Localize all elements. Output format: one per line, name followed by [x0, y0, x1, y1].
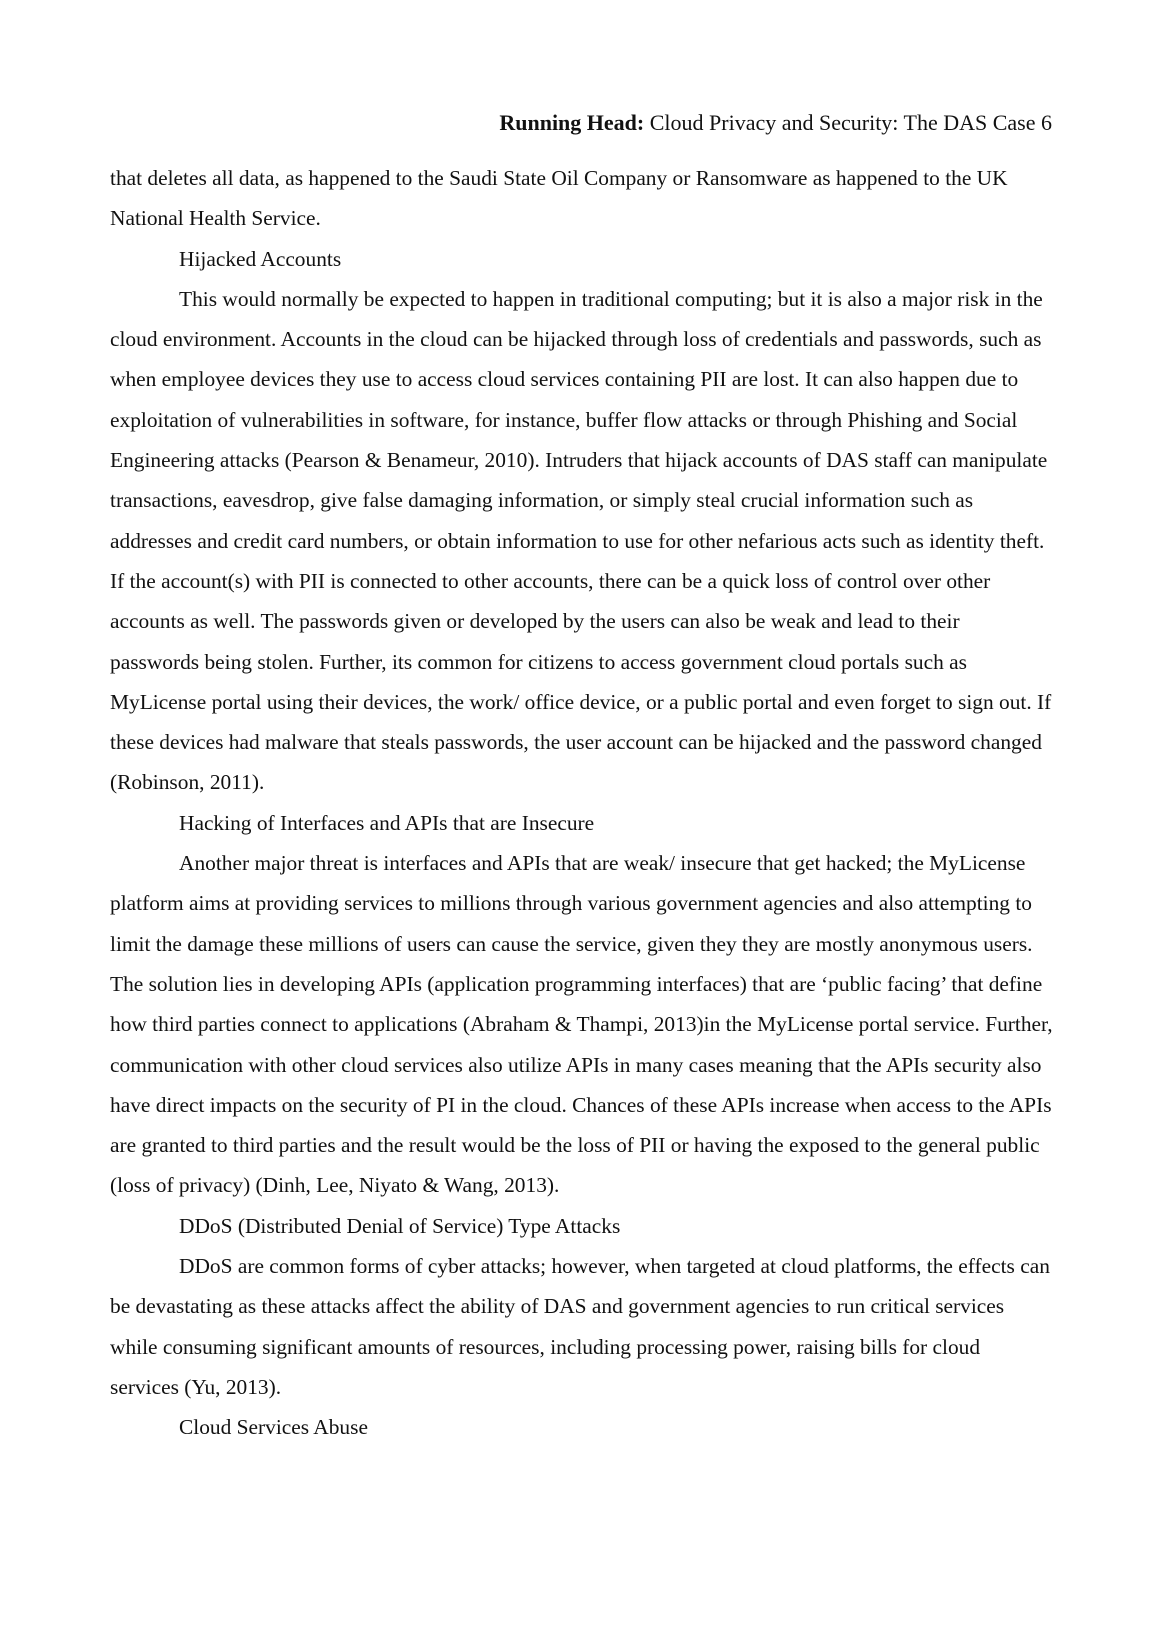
running-head-title: Cloud Privacy and Security: The DAS Case [649, 110, 1036, 135]
paragraph-continuation: that deletes all data, as happened to the Saudi State Oil Company or Ransomware as happened to the UK National Health Service. [110, 166, 1008, 231]
section-heading-ddos: DDoS (Distributed Denial of Service) Type Attacks [179, 1213, 621, 1238]
running-head [499, 108, 1052, 138]
running-head-label: Running Head: [499, 110, 645, 135]
section-heading-insecure-apis: Hacking of Interfaces and APIs that are Insecure [179, 810, 595, 835]
section-heading-hijacked-accounts: Hijacked Accounts [179, 246, 342, 271]
paragraph-ddos: DDoS are common forms of cyber attacks; however, when targeted at cloud platforms, the effects can be devastating as these attacks affect the ability of DAS and government agencies to run critical services while consuming significant amounts of resources, including processing power, raising bills for cloud services (Yu, 2013). [110, 1254, 1050, 1399]
page-number: 6 [1041, 110, 1052, 135]
section-heading-cloud-services-abuse: Cloud Services Abuse [179, 1415, 368, 1440]
paragraph-hijacked-accounts: This would normally be expected to happen in traditional computing; but it is also a major risk in the cloud environment. Accounts in the cloud can be hijacked through loss of credentials and passwords, such as when employee devices they use to access cloud services containing PII are lost. It can also happen due to exploitation of vulnerabilities in software, for instance, buffer flow attacks or through Phishing and Social Engineering attacks (Pearson & Benameur, 2010). Intruders that hijack accounts of DAS staff can manipulate transactions, eavesdrop, give false damaging information, or simply steal crucial information such as addresses and credit card numbers, or obtain information to use for other nefarious acts such as identity theft. If the account(s) with PII is connected to other accounts, there can be a quick loss of control over other accounts as well. The passwords given or developed by the users can also be weak and lead to their passwords being stolen. Further, its common for citizens to access government cloud portals such as MyLicense portal using their devices, the work/ office device, or a public portal and even forget to sign out. If these devices had malware that steals passwords, the user account can be hijacked and the password changed (Robinson, 2011). [110, 286, 1052, 795]
paragraph-insecure-apis: Another major threat is interfaces and APIs that are weak/ insecure that get hacked; the MyLicense platform aims at providing services to millions through various government agencies and also attempting to limit the damage these millions of users can cause the service, given they they are mostly anonymous users. The solution lies in developing APIs (application programming interfaces) that are ‘public facing’ that define how third parties connect to applications (Abraham & Thampi, 2013)in the MyLicense portal service. Further, communication with other cloud services also utilize APIs in many cases meaning that the APIs security also have direct impacts on the security of PI in the cloud. Chances of these APIs increase when access to the APIs are granted to third parties and the result would be the loss of PII or having the exposed to the general public (loss of privacy) (Dinh, Lee, Niyato & Wang, 2013). [110, 851, 1053, 1198]
document-body [110, 158, 1054, 1448]
